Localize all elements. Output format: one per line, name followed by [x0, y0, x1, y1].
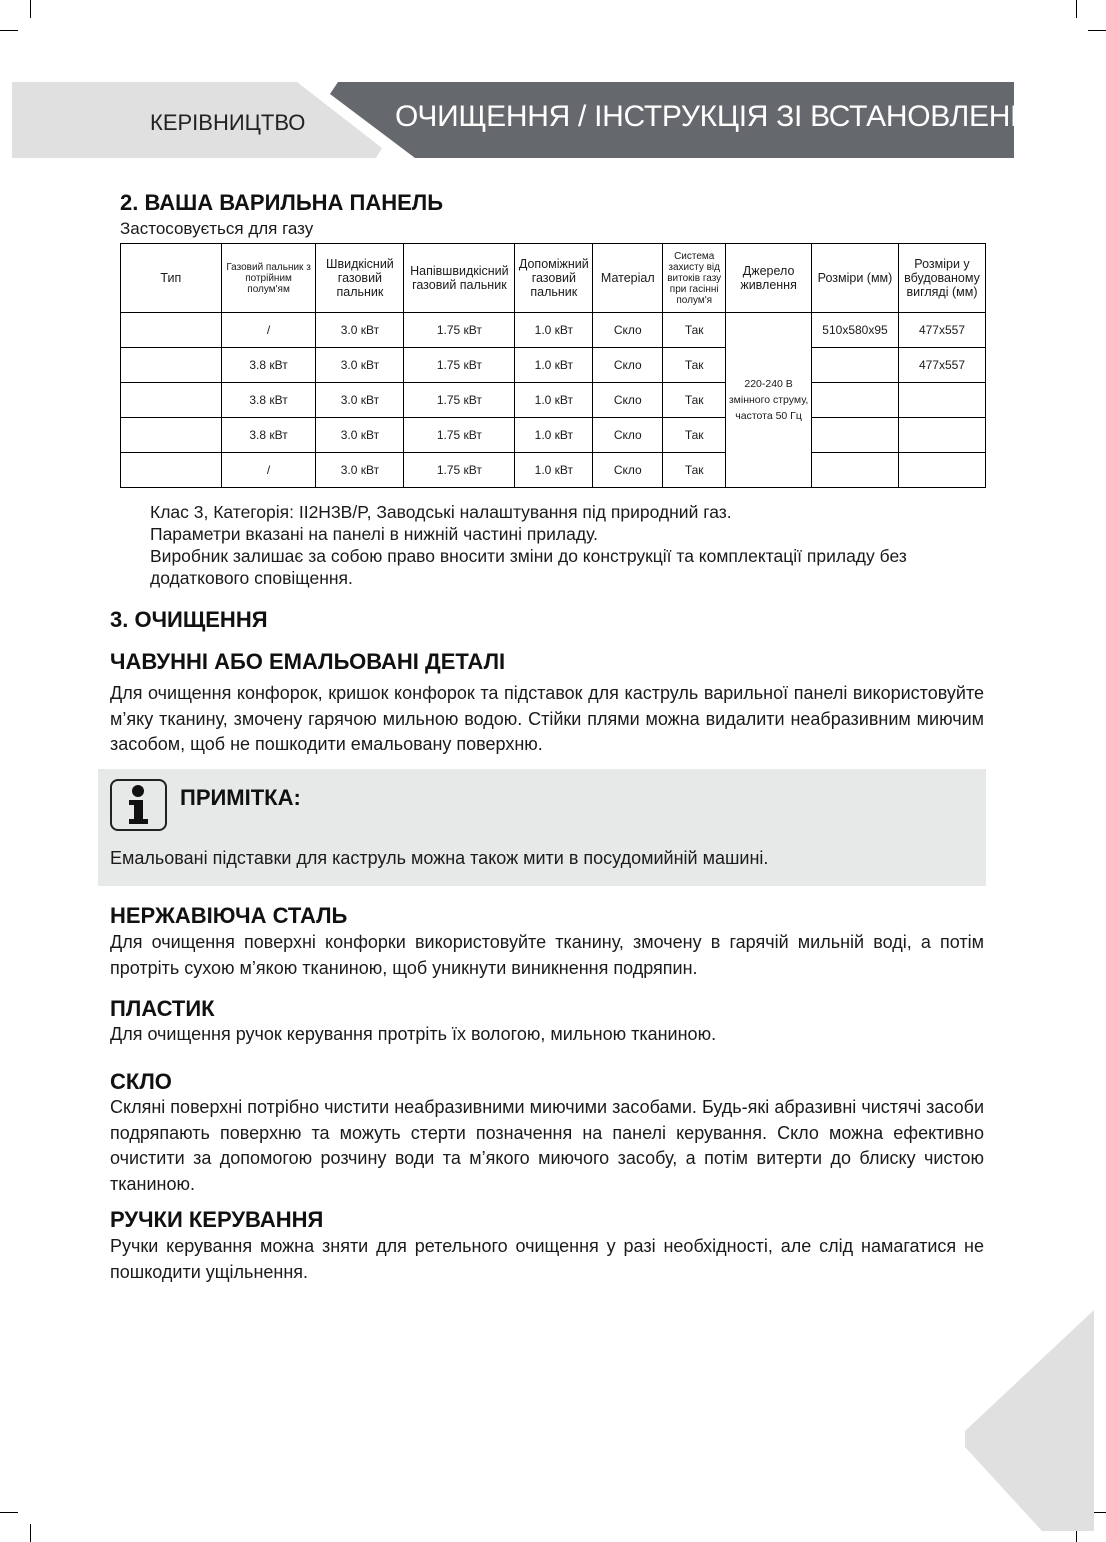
table-row — [121, 348, 986, 383]
table-cell: 1.75 кВт — [404, 418, 515, 453]
table-cell — [812, 383, 899, 418]
table-cell: Скло — [593, 348, 663, 383]
table-cell — [898, 383, 985, 418]
paragraph: Для очищення ручок керування протріть їх вологою, мильною тканиною. — [110, 1024, 717, 1044]
table-cell: Так — [663, 418, 726, 453]
info-icon — [110, 779, 167, 831]
table-cell — [121, 418, 222, 453]
table-cell: Так — [663, 453, 726, 488]
table-header-row — [121, 244, 986, 313]
crop-mark — [1088, 30, 1106, 31]
col-header: Розміри (мм) — [812, 244, 899, 313]
table-cell: 3.0 кВт — [316, 453, 404, 488]
table-cell: Так — [663, 383, 726, 418]
header-manual-label: КЕРІВНИЦТВО — [150, 110, 306, 135]
crop-mark — [30, 1524, 31, 1542]
table-cell — [812, 453, 899, 488]
table-cell — [121, 453, 222, 488]
table-cell — [812, 348, 899, 383]
section-title: 3. ОЧИЩЕННЯ — [110, 607, 268, 632]
col-header: Швидкісний газовий пальник — [316, 244, 404, 313]
table-cell: 3.8 кВт — [221, 383, 316, 418]
table-cell: Скло — [593, 383, 663, 418]
table-cell: 1.75 кВт — [404, 313, 515, 348]
table-cell — [898, 453, 985, 488]
col-header: Газовий пальник з потрійним полум'ям — [221, 244, 316, 313]
class-notes — [150, 501, 950, 589]
col-header: Матеріал — [593, 244, 663, 313]
col-header: Система захисту від витоків газу при гасінні полум'я — [663, 244, 726, 313]
subsection-title: РУЧКИ КЕРУВАННЯ — [110, 1207, 324, 1232]
note-text: Емальовані підставки для каструль можна також мити в посудомийній машині. — [110, 848, 769, 868]
table-cell: 1.0 кВт — [515, 453, 593, 488]
table-cell — [121, 383, 222, 418]
section-title: 2. ВАША ВАРИЛЬНА ПАНЕЛЬ — [120, 190, 444, 215]
table-cell: 477x557 — [898, 313, 985, 348]
subsection-title: ЧАВУННІ АБО ЕМАЛЬОВАНІ ДЕТАЛІ — [110, 649, 506, 674]
table-cell-power: 220-240 В змінного струму, частота 50 Гц — [726, 313, 812, 488]
table-row — [121, 383, 986, 418]
table-cell: 3.0 кВт — [316, 348, 404, 383]
note-line: Клас 3, Категорія: II2H3B/P, Заводські налаштування під природний газ. — [150, 502, 732, 522]
col-header: Напівшвидкісний газовий пальник — [404, 244, 515, 313]
table-cell — [121, 313, 222, 348]
table-cell: 3.0 кВт — [316, 313, 404, 348]
table-row — [121, 418, 986, 453]
table-cell: Так — [663, 348, 726, 383]
col-header: Тип — [121, 244, 222, 313]
page-corner-chevron — [962, 1310, 1096, 1531]
table-cell: Скло — [593, 418, 663, 453]
table-cell: 1.0 кВт — [515, 383, 593, 418]
note-line: Виробник залишає за собою право вносити зміни до конструкції та комплектації приладу без додаткового сповіщення. — [150, 546, 907, 588]
table-cell: 1.0 кВт — [515, 418, 593, 453]
col-header: Розміри у вбудованому вигляді (мм) — [898, 244, 985, 313]
table-cell: 477x557 — [898, 348, 985, 383]
table-cell: Скло — [593, 313, 663, 348]
col-header: Джерело живлення — [726, 244, 812, 313]
crop-mark — [0, 30, 18, 31]
crop-mark — [30, 0, 31, 18]
specs-table — [120, 243, 986, 488]
note-line: Параметри вказані на панелі в нижній частині приладу. — [150, 524, 598, 544]
crop-mark — [1076, 0, 1077, 18]
table-cell: 3.8 кВт — [221, 348, 316, 383]
paragraph: Скляні поверхні потрібно чистити неабразивними миючими засобами. Будь-які абразивні чистячі засоби подряпають поверхню та можуть стерти позначення на панелі керування. Скло можна ефективно очистити за допомогою розчину води та м’якого миючого засобу, а потім витерти до блиску чистою тканиною. — [110, 1097, 984, 1194]
paragraph: Для очищення конфорок, кришок конфорок та підставок для каструль варильної панелі використовуйте м’яку тканину, змочену гарячою мильною водою. Стійки плями можна видалити неабразивним миючим засобом, щоб не пошкодити емальовану поверхню. — [110, 683, 984, 754]
table-cell: 1.75 кВт — [404, 453, 515, 488]
paragraph: Ручки керування можна зняти для ретельного очищення у разі необхідності, але слід намагатися не пошкодити ущільнення. — [110, 1236, 984, 1282]
table-cell: 3.0 кВт — [316, 418, 404, 453]
table-cell — [121, 348, 222, 383]
table-cell: 510x580x95 — [812, 313, 899, 348]
table-cell: Так — [663, 313, 726, 348]
note-title: ПРИМІТКА: — [180, 785, 301, 810]
table-cell: 1.75 кВт — [404, 348, 515, 383]
table-cell: 1.0 кВт — [515, 348, 593, 383]
paragraph: Для очищення поверхні конфорки використовуйте тканину, змочену в гарячій мильній воді, а потім протріть сухою м’якою тканиною, щоб уникнути виникнення подряпин. — [110, 932, 984, 978]
section-subtitle: Застосовується для газу — [120, 219, 314, 238]
table-cell: / — [221, 453, 316, 488]
table-cell: 3.0 кВт — [316, 383, 404, 418]
header-section-title: ОЧИЩЕННЯ / ІНСТРУКЦІЯ ЗІ ВСТАНОВЛЕННЯ — [395, 100, 1053, 133]
subsection-title: ПЛАСТИК — [110, 996, 215, 1021]
table-cell: 1.75 кВт — [404, 383, 515, 418]
table-row — [121, 313, 986, 348]
table-cell: 3.8 кВт — [221, 418, 316, 453]
table-cell — [898, 418, 985, 453]
col-header: Допоміжний газовий пальник — [515, 244, 593, 313]
table-cell: Скло — [593, 453, 663, 488]
subsection-title: СКЛО — [110, 1069, 172, 1094]
table-cell: 1.0 кВт — [515, 313, 593, 348]
subsection-title: НЕРЖАВІЮЧА СТАЛЬ — [110, 903, 348, 928]
table-cell: / — [221, 313, 316, 348]
table-cell — [812, 418, 899, 453]
crop-mark — [0, 1512, 18, 1513]
table-row — [121, 453, 986, 488]
